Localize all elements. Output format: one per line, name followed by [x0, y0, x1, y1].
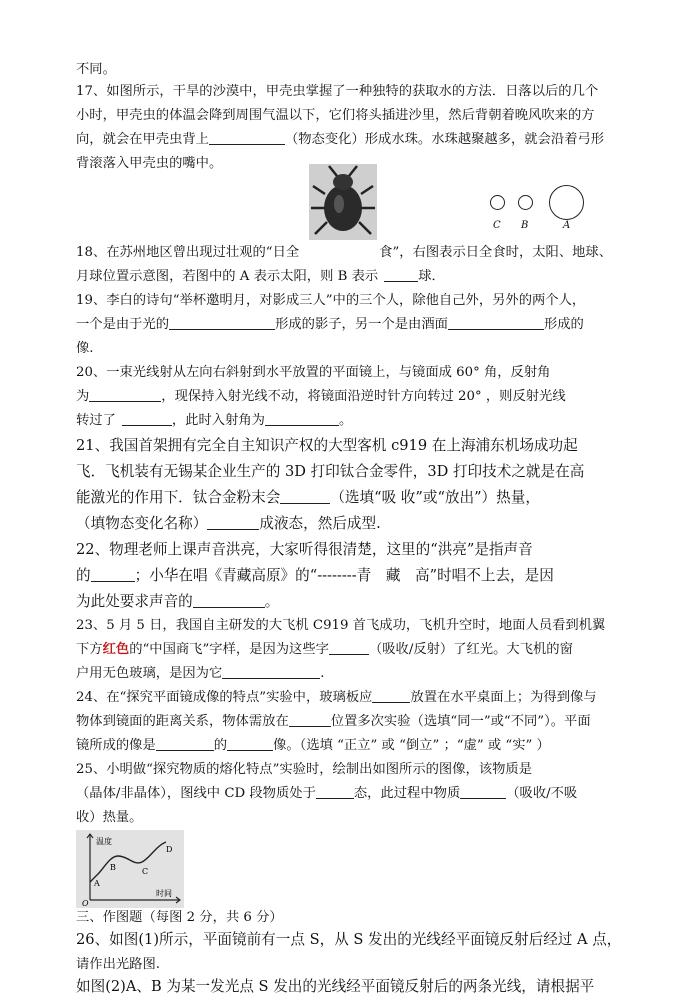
point-d-label: D	[166, 845, 173, 854]
x-axis-label: 时间	[156, 889, 172, 898]
origin-label: O	[82, 899, 89, 908]
q21-line3: 能激光的作用下．钛合金粉末会 （选填“吸 收”或“放出”）热量，	[76, 489, 540, 506]
answer-blank[interactable]	[169, 315, 275, 330]
circle-c	[490, 195, 505, 210]
answer-blank[interactable]	[209, 130, 285, 145]
q18-line2: 月球位置示意图，若图中的 A 表示太阳，则 B 表示 球．	[76, 269, 445, 284]
answer-blank[interactable]	[448, 315, 544, 330]
q26-line2: 请作出光路图.	[76, 957, 161, 972]
answer-blank[interactable]	[222, 664, 320, 679]
q24-line1: 24、在“探究平面镜成像的特点”实验中，玻璃板应 放置在水平桌面上；为得到像与	[76, 690, 597, 705]
q25-line1: 25、小明做“探究物质的熔化特点”实验时，绘制出如图所示的图像，该物质是	[76, 762, 533, 777]
answer-blank[interactable]	[372, 688, 410, 703]
answer-blank[interactable]	[122, 411, 172, 426]
circle-a	[549, 185, 584, 220]
beetle-icon	[309, 164, 377, 240]
answer-blank[interactable]	[316, 784, 354, 799]
section-3-heading: 三、作图题（每图 2 分，共 6 分）	[76, 910, 283, 925]
point-b-label: B	[110, 863, 116, 872]
q20-line3: 转过了 ，此时入射角为 。	[76, 413, 353, 428]
q19-line1: 19、李白的诗句“举杯邀明月，对影成三人”中的三个人，除他自己外，另外的两个人，	[76, 293, 586, 308]
answer-blank[interactable]	[89, 387, 161, 402]
point-c-label: C	[142, 867, 149, 876]
q17-line2: 小时，甲壳虫的体温会降到周围气温以下，它们将头插进沙里，然后背朝着晚风吹来的方	[76, 108, 595, 123]
q17-line1: 17、如图所示，干旱的沙漠中，甲壳虫掌握了一种独特的获取水的方法．日落以后的几个	[76, 84, 599, 99]
label-a: A	[563, 220, 571, 231]
circle-b	[518, 195, 533, 210]
q23-line1: 23、5 月 5 日，我国自主研发的大飞机 C919 首飞成功，飞机升空时，地面人员看到机翼	[76, 618, 606, 633]
answer-blank[interactable]	[265, 411, 339, 426]
answer-blank[interactable]	[329, 640, 369, 655]
answer-blank[interactable]	[280, 489, 330, 504]
q22-line2: 的 ；小华在唱《青藏高原》的“--------青 藏 高”时唱不上去，是因	[76, 567, 554, 584]
q25-line2: （晶体/非晶体），图线中 CD 段物质处于 态，此过程中物质 （吸收/不吸	[76, 786, 578, 801]
q19-line3: 像.	[76, 341, 94, 356]
label-b: B	[521, 220, 529, 231]
answer-blank[interactable]	[227, 736, 273, 751]
q21-line2: 飞．飞机装有无锡某企业生产的 3D 打印钛合金零件，3D 打印技术之就是在高	[76, 463, 585, 480]
label-c: C	[493, 220, 501, 231]
melting-graph-svg	[76, 830, 184, 908]
y-axis-label: 温度	[96, 837, 112, 846]
q17-line3: 向，就会在甲壳虫背上 （物态变化）形成水珠。水珠越聚越多，就会沿着弓形	[76, 132, 605, 147]
eclipse-diagram	[486, 182, 586, 234]
q18-line1: 18、在苏州地区曾出现过壮观的“日全 食”，右图表示日全食时，太阳、地球、	[76, 245, 613, 260]
q25-line3: 收）热量。	[76, 810, 143, 825]
q24-line2: 物体到镜面的距离关系，物体需放在 位置多次实验（选填“同一”或“不同”）。平面	[76, 714, 591, 729]
q26-line1: 26、如图(1)所示，平面镜前有一点 S，从 S 发出的光线经平面镜反射后经过 A 点，	[76, 931, 622, 948]
q23-line2: 下方红色的“中国商飞”字样，是因为这些字 （吸收/反射）了红光。大飞机的窗	[76, 642, 573, 657]
q16-tail: 不同。	[76, 62, 116, 77]
q24-line3: 镜所成的像是 的 像。（选填 “正立” 或 “倒立” ；“虚” 或 “实” ）	[76, 738, 550, 753]
q20-line2: 为 ，现保持入射光线不动，将镜面沿逆时针方向转过 20° ，则反射光线	[76, 389, 566, 404]
q22-line3: 为此处要求声音的 。	[76, 593, 280, 610]
q26-line3: 如图(2)A、B 为某一发光点 S 发出的光线经平面镜反射后的两条光线，请根据平	[76, 978, 595, 995]
answer-blank[interactable]	[289, 712, 331, 727]
melting-graph	[76, 830, 184, 908]
answer-blank[interactable]	[207, 515, 259, 530]
answer-blank[interactable]	[460, 784, 506, 799]
q20-line1: 20、一束光线射从左向右斜射到水平放置的平面镜上，与镜面成 60° 角，反射角	[76, 365, 551, 380]
q21-line4: （填物态变化名称） 成液态，然后成型.	[76, 515, 381, 532]
q23-line3: 户用无色玻璃，是因为它 .	[76, 666, 325, 681]
point-a-label: A	[94, 879, 100, 888]
q21-line1: 21、我国首架拥有完全自主知识产权的大型客机 c919 在上海浦东机场成功起	[76, 437, 578, 454]
q22-line1: 22、物理老师上课声音洪亮，大家听得很清楚，这里的“洪亮”是指声音	[76, 541, 533, 558]
answer-blank[interactable]	[91, 567, 135, 582]
q19-line2: 一个是由于光的 形成的影子，另一个是由酒面 形成的	[76, 317, 584, 332]
q17-line4: 背滚落入甲壳虫的嘴中。	[76, 156, 223, 171]
answer-blank[interactable]	[156, 736, 214, 751]
beetle-photo	[309, 164, 377, 240]
answer-blank[interactable]	[193, 593, 265, 608]
answer-blank[interactable]	[384, 267, 418, 282]
